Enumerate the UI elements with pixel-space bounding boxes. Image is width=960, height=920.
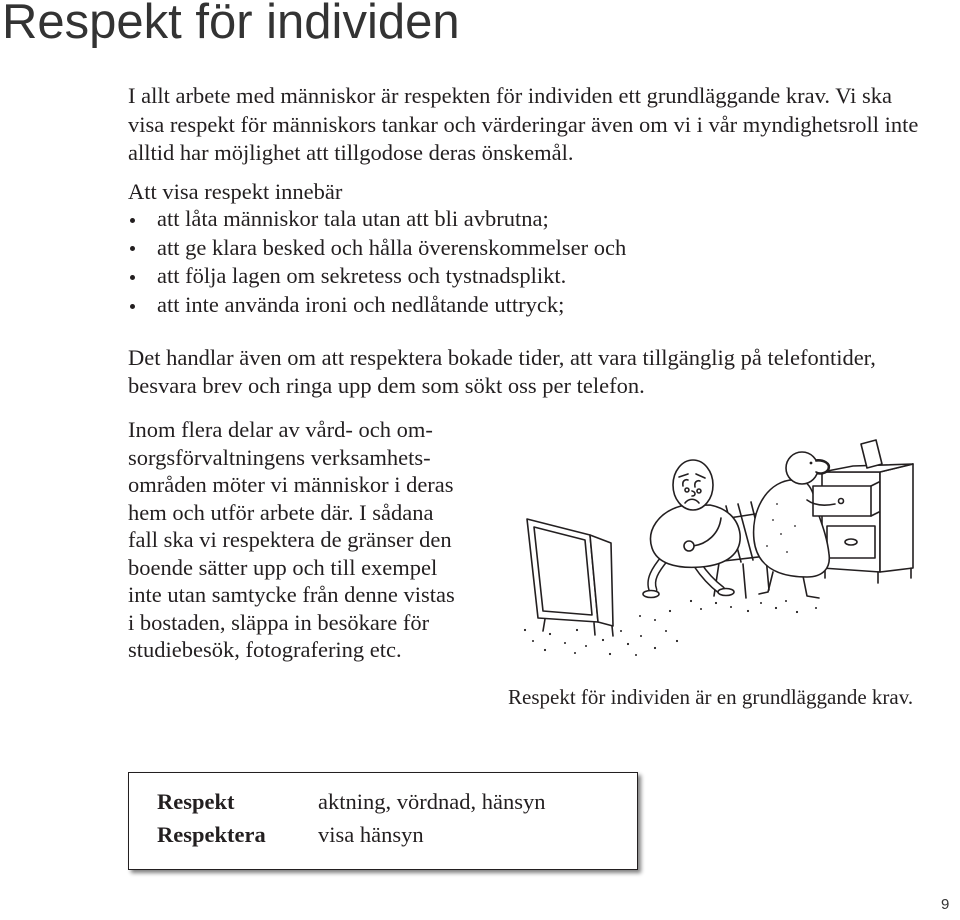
home-visit-illustration [515,430,925,665]
home-visits-line: inte utan samtycke från denne vistas [128,582,455,607]
glossary-box [128,772,638,870]
page-number: 9 [941,896,950,913]
list-item [128,234,626,263]
bullet-icon [130,246,135,251]
intro-line: visa respekt för människors tankar och värderingar även om vi i vår myndighetsroll inte [128,111,919,137]
home-visits-line: hem och utför arbete där. I sådana [128,499,434,525]
glossary-row [129,788,637,816]
home-visits-line: sorgsförvaltningens verksamhets- [128,444,431,470]
person-searching-drawers [754,452,830,598]
list-item-text: att följa lagen om sekretess och tystnadsplikt. [157,263,567,289]
list-item-text: att inte använda ironi och nedlåtande uttryck; [157,292,565,318]
availability-line: Det handlar även om att respektera bokade tider, att vara tillgänglig på telefontider, [128,345,876,370]
respect-list-heading: Att visa respekt innebär [128,179,343,204]
intro-paragraph [128,82,918,168]
glossary-term: Respektera [157,822,266,847]
intro-line: alltid har möjlighet att tillgodose deras önskemål. [128,140,574,165]
respect-bullet-list [128,205,626,320]
sad-seated-person [643,460,740,598]
home-visits-line: områden möter vi människor i deras [128,472,454,497]
availability-paragraph [128,344,876,400]
home-visits-line: Inom flera delar av vård- och om- [128,417,433,442]
list-item-text: att ge klara besked och hålla överenskommelser och [157,234,627,260]
glossary-definition: visa hänsyn [318,822,424,847]
list-item [128,262,626,291]
glossary-definition: aktning, vördnad, hänsyn [318,789,546,814]
home-visits-line: studiebesök, fotografering etc. [128,637,402,662]
list-item [128,205,626,234]
glossary-row [129,821,637,849]
page-title: Respekt för individen [2,0,460,49]
tv-set [527,519,613,636]
list-item [128,291,626,320]
bullet-icon [130,218,135,223]
availability-line: besvara brev och ringa upp dem som sökt oss per telefon. [128,373,645,398]
home-visits-line: fall ska vi respektera de gränser den [128,527,452,552]
home-visits-paragraph [128,416,455,664]
glossary-term: Respekt [157,789,235,814]
bullet-icon [130,304,135,309]
home-visits-line: boende sätter upp och till exempel [128,554,438,580]
home-visits-line: i bostaden, släppa in besökare för [128,609,430,635]
pulled-out-drawer [807,482,879,516]
bullet-icon [130,275,135,280]
illustration-caption: Respekt för individen är en grundläggande krav. [508,685,914,709]
intro-line: I allt arbete med människor är respekten för individen ett grundläggande krav. Vi ska [128,83,893,108]
list-item-text: att låta människor tala utan att bli avbrutna; [157,206,549,231]
